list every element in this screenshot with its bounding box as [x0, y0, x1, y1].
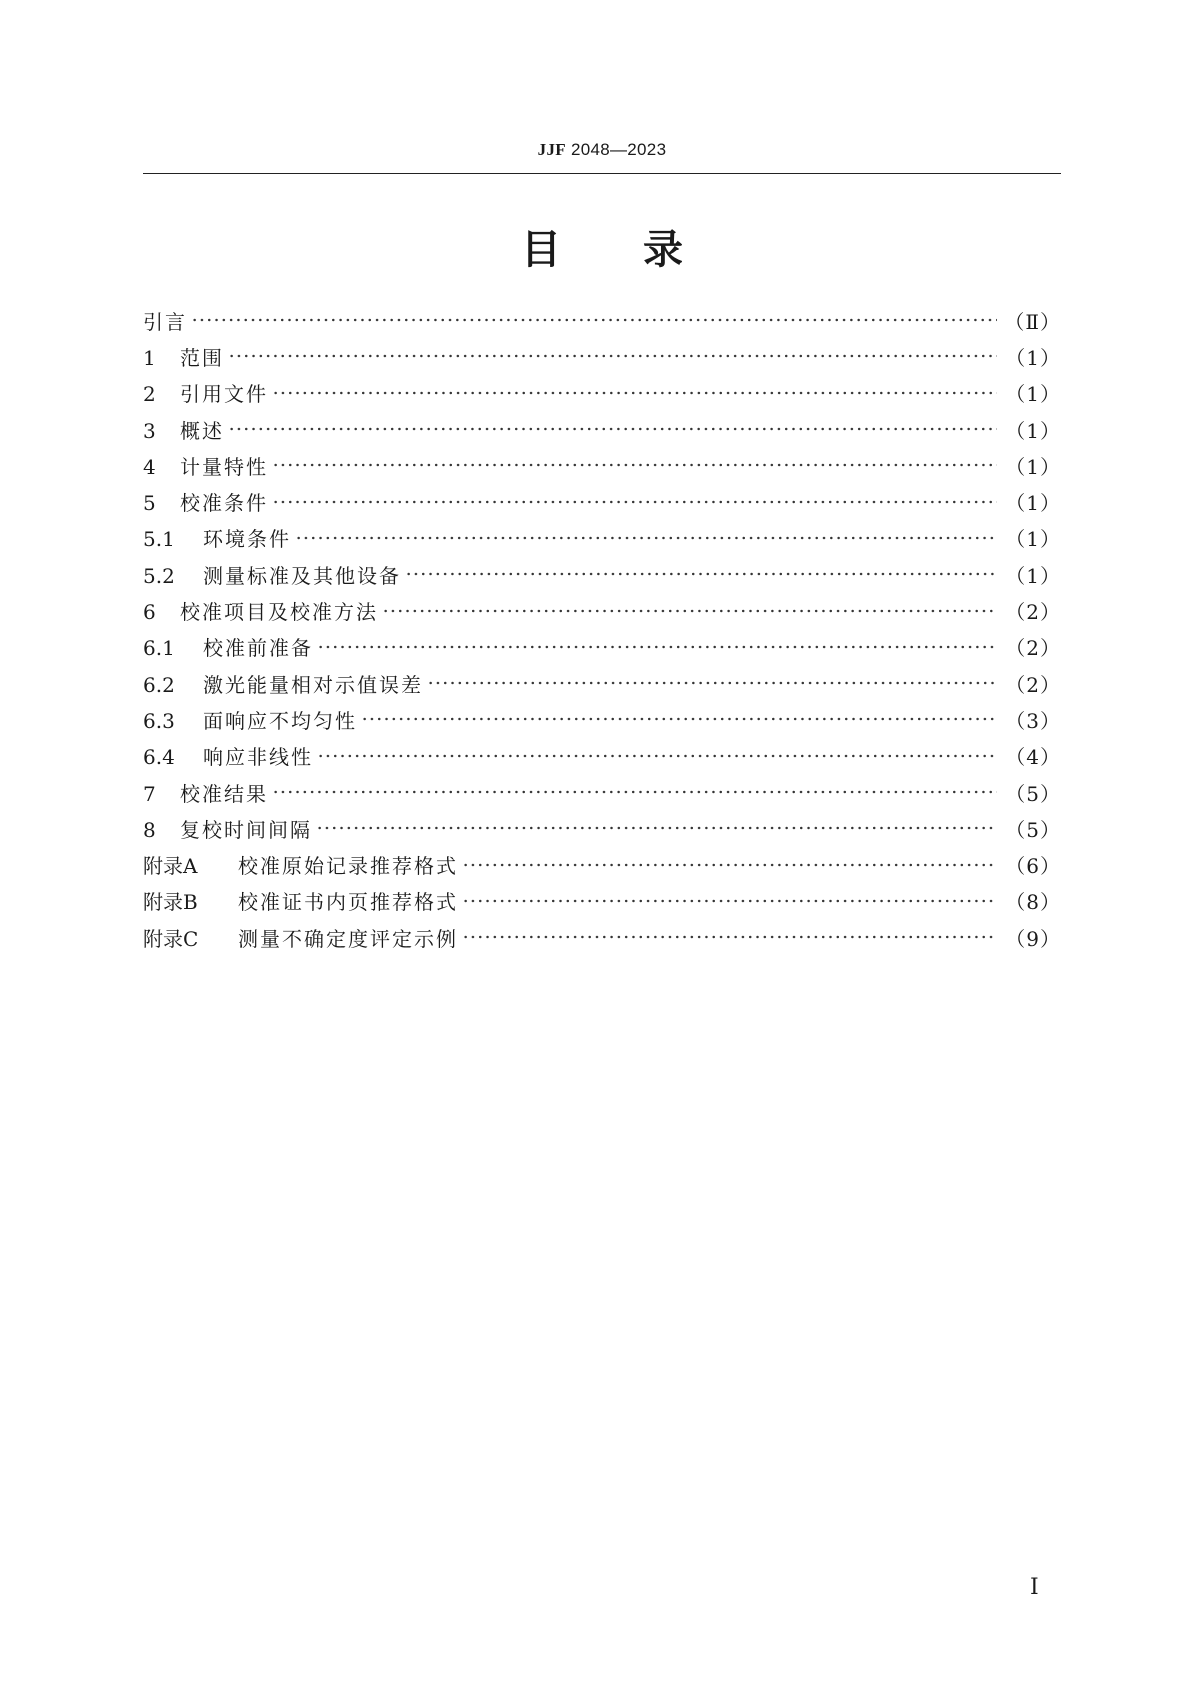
toc-entry-number: 6.2: [143, 672, 175, 697]
toc-entry-6[interactable]: [143, 592, 1061, 628]
toc-entry-6-3[interactable]: [143, 701, 1061, 737]
toc-entry-number: 7: [143, 781, 156, 806]
toc-entry-page: （8）: [1005, 890, 1061, 915]
toc-entry-title: 计量特性: [180, 454, 268, 479]
toc-entry-page: （2）: [1005, 672, 1061, 697]
toc-entry-page: （1）: [1005, 527, 1061, 552]
document-header: [143, 140, 1061, 160]
toc-entry-6-4[interactable]: [143, 738, 1061, 774]
toc-entry-3[interactable]: [143, 411, 1061, 447]
toc-entry-page: （1）: [1005, 563, 1061, 588]
toc-entry-appendix-a[interactable]: [143, 846, 1061, 882]
toc-leader-dots: [462, 863, 997, 867]
title-char-2: 录: [643, 227, 683, 273]
toc-entry-title: 概述: [180, 418, 224, 443]
toc-entry-1[interactable]: [143, 338, 1061, 374]
toc-entry-5-1[interactable]: [143, 520, 1061, 556]
toc-entry-appendix-b[interactable]: [143, 883, 1061, 919]
toc-entry-number: 6.1: [143, 636, 175, 661]
toc-entry-title: 响应非线性: [203, 745, 313, 770]
table-of-contents: [143, 302, 1061, 955]
toc-entry-2[interactable]: [143, 375, 1061, 411]
toc-entry-title: 校准证书内页推荐格式: [238, 890, 458, 915]
toc-entry-intro[interactable]: [143, 302, 1061, 338]
standard-code: JJF: [537, 140, 566, 159]
toc-entry-number: 6.4: [143, 745, 175, 770]
toc-entry-number: 6.3: [143, 708, 175, 733]
toc-entry-number: 3: [143, 418, 156, 443]
toc-entry-page: （1）: [1005, 382, 1061, 407]
toc-entry-number: 6: [143, 600, 156, 625]
toc-leader-dots: [295, 536, 997, 540]
toc-entry-page: （5）: [1005, 817, 1061, 842]
toc-entry-title: 测量不确定度评定示例: [238, 926, 458, 951]
toc-leader-dots: [228, 427, 997, 431]
toc-leader-dots: [272, 463, 997, 467]
toc-entry-number: 附录A: [143, 854, 198, 879]
toc-entry-7[interactable]: [143, 774, 1061, 810]
toc-leader-dots: [462, 899, 997, 903]
toc-entry-title: 校准条件: [180, 491, 268, 516]
toc-entry-title: 校准前准备: [203, 636, 313, 661]
toc-entry-page: （1）: [1005, 454, 1061, 479]
toc-leader-dots: [361, 717, 997, 721]
toc-entry-number: 8: [143, 817, 156, 842]
toc-entry-page: （9）: [1005, 926, 1061, 951]
toc-entry-title: 激光能量相对示值误差: [203, 672, 423, 697]
toc-leader-dots: [317, 754, 997, 758]
toc-entry-page: （1）: [1005, 418, 1061, 443]
toc-entry-6-2[interactable]: [143, 665, 1061, 701]
toc-leader-dots: [405, 572, 997, 576]
toc-entry-title: 校准项目及校准方法: [180, 600, 378, 625]
toc-leader-dots: [272, 790, 997, 794]
toc-entry-title: 环境条件: [203, 527, 291, 552]
toc-entry-title: 面响应不均匀性: [203, 708, 357, 733]
toc-entry-appendix-c[interactable]: [143, 919, 1061, 955]
toc-leader-dots: [272, 500, 997, 504]
toc-leader-dots: [228, 354, 997, 358]
toc-leader-dots: [316, 826, 997, 830]
title-char-1: 目: [521, 227, 561, 273]
toc-entry-title: 校准原始记录推荐格式: [238, 854, 458, 879]
toc-leader-dots: [272, 391, 997, 395]
toc-entry-5-2[interactable]: [143, 556, 1061, 592]
page-title: [143, 218, 1061, 275]
toc-entry-page: （1）: [1005, 345, 1061, 370]
page-number: Ⅰ: [1030, 1574, 1039, 1599]
toc-entry-title: 引言: [143, 309, 187, 334]
toc-leader-dots: [382, 609, 997, 613]
toc-entry-page: （4）: [1005, 745, 1061, 770]
toc-leader-dots: [191, 318, 997, 322]
toc-entry-title: 引用文件: [180, 382, 268, 407]
standard-number: 2048—2023: [570, 140, 667, 159]
toc-entry-number: 4: [143, 454, 156, 479]
toc-leader-dots: [317, 645, 997, 649]
toc-entry-title: 测量标准及其他设备: [203, 563, 401, 588]
toc-entry-4[interactable]: [143, 447, 1061, 483]
toc-entry-number: 1: [143, 345, 156, 370]
toc-entry-title: 复校时间间隔: [180, 817, 312, 842]
toc-entry-number: 5: [143, 491, 156, 516]
toc-entry-number: 2: [143, 382, 156, 407]
toc-entry-8[interactable]: [143, 810, 1061, 846]
toc-entry-number: 5.2: [143, 563, 175, 588]
toc-entry-page: （5）: [1005, 781, 1061, 806]
toc-entry-number: 附录C: [143, 926, 199, 951]
toc-entry-number: 5.1: [143, 527, 175, 552]
toc-leader-dots: [462, 935, 997, 939]
toc-entry-page: （1）: [1005, 491, 1061, 516]
header-divider: [143, 173, 1061, 174]
toc-entry-page: （2）: [1005, 636, 1061, 661]
toc-entry-title: 校准结果: [180, 781, 268, 806]
toc-entry-page: （3）: [1005, 708, 1061, 733]
toc-entry-title: 范围: [180, 345, 224, 370]
toc-entry-6-1[interactable]: [143, 629, 1061, 665]
toc-entry-5[interactable]: [143, 483, 1061, 519]
toc-leader-dots: [427, 681, 997, 685]
toc-entry-page: （6）: [1005, 854, 1061, 879]
toc-entry-number: 附录B: [143, 890, 198, 915]
toc-entry-page: （2）: [1005, 600, 1061, 625]
toc-entry-page: （Ⅱ）: [1004, 309, 1061, 334]
